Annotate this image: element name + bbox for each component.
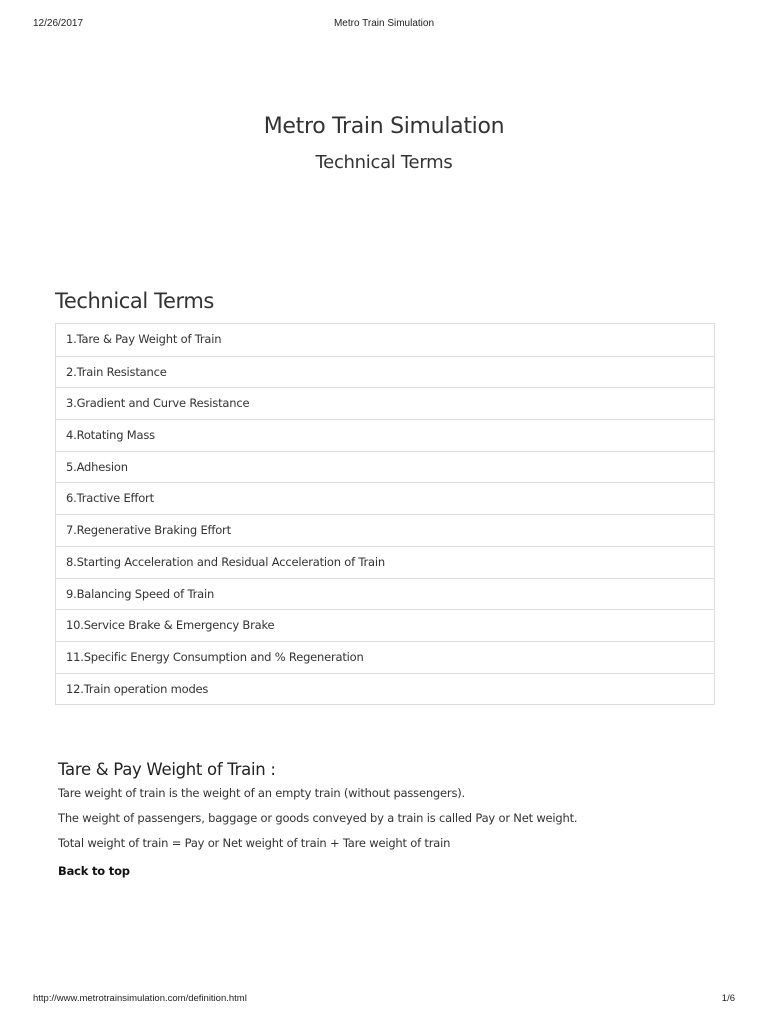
term-item-specific-energy[interactable]: 11.Specific Energy Consumption and % Regeneration (56, 641, 714, 673)
term-item-train-resistance[interactable]: 2.Train Resistance (56, 356, 714, 388)
term-item-adhesion[interactable]: 5.Adhesion (56, 451, 714, 483)
term-item-rotating-mass[interactable]: 4.Rotating Mass (56, 419, 714, 451)
term-item-starting-acceleration[interactable]: 8.Starting Acceleration and Residual Acceleration of Train (56, 546, 714, 578)
term-item-operation-modes[interactable]: 12.Train operation modes (56, 673, 714, 705)
print-date: 12/26/2017 (33, 18, 84, 29)
term-item-gradient-curve-resistance[interactable]: 3.Gradient and Curve Resistance (56, 387, 714, 419)
print-url: http://www.metrotrainsimulation.com/definition.html (33, 993, 247, 1004)
site-title: Metro Train Simulation (263, 114, 505, 139)
term-item-tare-pay-weight[interactable]: 1.Tare & Pay Weight of Train (66, 332, 222, 346)
back-to-top-link[interactable]: Back to top (58, 864, 130, 878)
term-item-tractive-effort[interactable]: 6.Tractive Effort (56, 482, 714, 514)
terms-list (55, 323, 715, 705)
term-item-balancing-speed[interactable]: 9.Balancing Speed of Train (56, 578, 714, 610)
print-footer (0, 993, 768, 1007)
article-tare-pay-weight (58, 760, 718, 879)
term-item-service-emergency-brake[interactable]: 10.Service Brake & Emergency Brake (56, 609, 714, 641)
article-heading: Tare & Pay Weight of Train : (58, 760, 276, 779)
section-heading: Technical Terms (55, 289, 214, 313)
print-header (0, 18, 768, 32)
term-item-regenerative-braking[interactable]: 7.Regenerative Braking Effort (56, 514, 714, 546)
print-page-title: Metro Train Simulation (333, 18, 435, 29)
article-paragraph: The weight of passengers, baggage or goods conveyed by a train is called Pay or Net weight. (58, 811, 578, 825)
article-paragraph: Total weight of train = Pay or Net weight of train + Tare weight of train (58, 836, 451, 850)
site-subtitle: Technical Terms (315, 152, 453, 173)
article-paragraph: Tare weight of train is the weight of an empty train (without passengers). (58, 786, 465, 800)
print-page-number: 1/6 (721, 993, 735, 1004)
